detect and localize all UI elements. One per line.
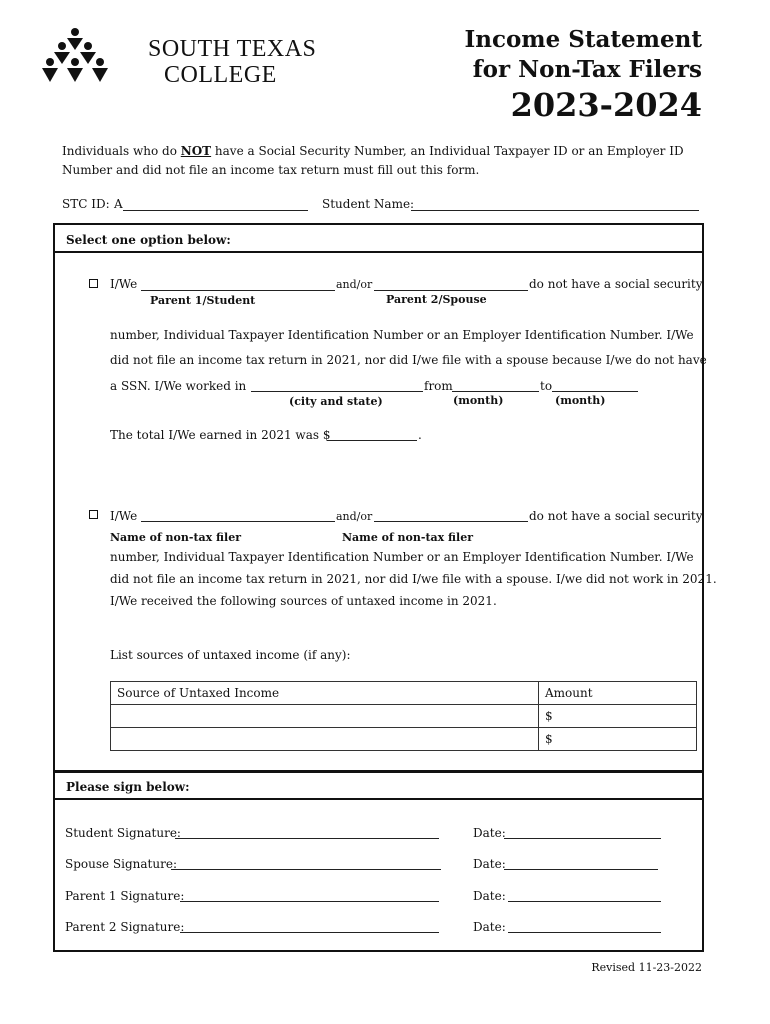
untaxed-income-list-label: List sources of untaxed income (if any): bbox=[110, 648, 351, 662]
table-row bbox=[111, 705, 697, 728]
revised-date: Revised 11-23-2022 bbox=[591, 961, 702, 974]
option-1-from: from bbox=[424, 379, 453, 393]
option-2-filer2-field[interactable] bbox=[374, 521, 528, 522]
option-2-line-3: did not file an income tax return in 2021, nor did I/we file with a spouse. I/we did not work in 2021. bbox=[110, 572, 717, 586]
spouse-date-field[interactable] bbox=[504, 869, 658, 870]
stc-id-label: STC ID: bbox=[62, 197, 110, 211]
option-1-to: to bbox=[540, 379, 553, 393]
spouse-date-label: Date: bbox=[473, 857, 506, 871]
table-header-source: Source of Untaxed Income bbox=[111, 682, 539, 705]
label-parent2-spouse: Parent 2/Spouse bbox=[386, 293, 487, 306]
table-header-row bbox=[111, 682, 697, 705]
student-signature-label: Student Signature: bbox=[65, 826, 181, 840]
option-2-checkbox[interactable] bbox=[89, 510, 98, 519]
logo-line-1: SOUTH TEXAS bbox=[148, 36, 317, 62]
label-city-state: (city and state) bbox=[289, 395, 383, 408]
option-2-andor: and/or bbox=[336, 510, 373, 523]
logo-line-2: COLLEGE bbox=[164, 62, 277, 88]
table-row bbox=[111, 728, 697, 751]
parent1-signature-label: Parent 1 Signature: bbox=[65, 889, 185, 903]
table-header-amount: Amount bbox=[539, 682, 697, 705]
label-month-from: (month) bbox=[453, 394, 504, 407]
amount-cell[interactable]: $ bbox=[539, 728, 697, 751]
student-date-field[interactable] bbox=[504, 838, 661, 839]
student-name-field[interactable] bbox=[411, 210, 699, 211]
option-1-month-to-field[interactable] bbox=[552, 391, 638, 392]
option-1-total-earned-field[interactable] bbox=[327, 440, 417, 441]
spouse-signature-field[interactable] bbox=[171, 869, 441, 870]
intro-line-2: Number and did not file an income tax return must fill out this form. bbox=[62, 163, 480, 177]
parent2-date-field[interactable] bbox=[508, 932, 661, 933]
intro-not-emphasis: NOT bbox=[180, 144, 212, 158]
logo-figures-icon bbox=[42, 26, 108, 90]
option-1-andor: and/or bbox=[336, 278, 373, 291]
parent1-date-field[interactable] bbox=[508, 901, 661, 902]
select-option-heading: Select one option below: bbox=[66, 233, 231, 247]
label-non-tax-filer-1: Name of non-tax filer bbox=[110, 531, 242, 544]
stc-id-prefix: A bbox=[114, 197, 123, 211]
option-1-line-2: number, Individual Taxpayer Identification Number or an Employer Identification Number. I/We bbox=[110, 328, 694, 342]
amount-cell[interactable]: $ bbox=[539, 705, 697, 728]
parent2-date-label: Date: bbox=[473, 920, 506, 934]
option-1-parent1-field[interactable] bbox=[141, 290, 335, 291]
intro-text: Individuals who do bbox=[62, 144, 181, 158]
label-month-to: (month) bbox=[555, 394, 606, 407]
option-1-city-state-field[interactable] bbox=[251, 391, 423, 392]
option-2-filer1-field[interactable] bbox=[141, 521, 335, 522]
parent2-signature-field[interactable] bbox=[180, 932, 439, 933]
intro-line-1 bbox=[62, 145, 684, 157]
option-1-iwe: I/We bbox=[110, 277, 138, 291]
parent2-signature-label: Parent 2 Signature: bbox=[65, 920, 185, 934]
student-signature-field[interactable] bbox=[175, 838, 439, 839]
label-non-tax-filer-2: Name of non-tax filer bbox=[342, 531, 474, 544]
option-1-checkbox[interactable] bbox=[89, 279, 98, 288]
label-parent1-student: Parent 1/Student bbox=[150, 294, 256, 307]
student-date-label: Date: bbox=[473, 826, 506, 840]
sign-below-header bbox=[53, 770, 704, 800]
untaxed-income-table bbox=[110, 681, 697, 751]
option-1-line-3: did not file an income tax return in 2021, nor did I/we file with a spouse because I/we do not have bbox=[110, 353, 707, 367]
option-1-do-not-have: do not have a social security bbox=[529, 277, 703, 291]
parent1-signature-field[interactable] bbox=[180, 901, 439, 902]
option-1-total-earned: The total I/We earned in 2021 was $ bbox=[110, 428, 331, 442]
student-name-label: Student Name: bbox=[322, 197, 415, 211]
select-option-header bbox=[53, 223, 704, 253]
form-title-line-1: Income Statement bbox=[464, 26, 702, 53]
spouse-signature-label: Spouse Signature: bbox=[65, 857, 177, 871]
option-2-line-4: I/We received the following sources of untaxed income in 2021. bbox=[110, 594, 497, 608]
source-cell[interactable] bbox=[111, 705, 539, 728]
option-1-total-period: . bbox=[418, 428, 422, 442]
sign-below-heading: Please sign below: bbox=[66, 780, 190, 794]
option-1-worked-in: a SSN. I/We worked in bbox=[110, 379, 247, 393]
college-logo bbox=[42, 26, 317, 90]
parent1-date-label: Date: bbox=[473, 889, 506, 903]
option-2-line-2: number, Individual Taxpayer Identification Number or an Employer Identification Number. I/We bbox=[110, 550, 694, 564]
stc-id-field[interactable] bbox=[123, 210, 308, 211]
option-1-month-from-field[interactable] bbox=[452, 391, 539, 392]
option-2-iwe: I/We bbox=[110, 509, 138, 523]
option-2-do-not-have: do not have a social security bbox=[529, 509, 703, 523]
form-title-line-2: for Non-Tax Filers bbox=[472, 56, 702, 83]
intro-text: have a Social Security Number, an Individual Taxpayer ID or an Employer ID bbox=[211, 144, 684, 158]
source-cell[interactable] bbox=[111, 728, 539, 751]
form-year: 2023-2024 bbox=[510, 86, 702, 124]
option-1-parent2-field[interactable] bbox=[374, 290, 528, 291]
